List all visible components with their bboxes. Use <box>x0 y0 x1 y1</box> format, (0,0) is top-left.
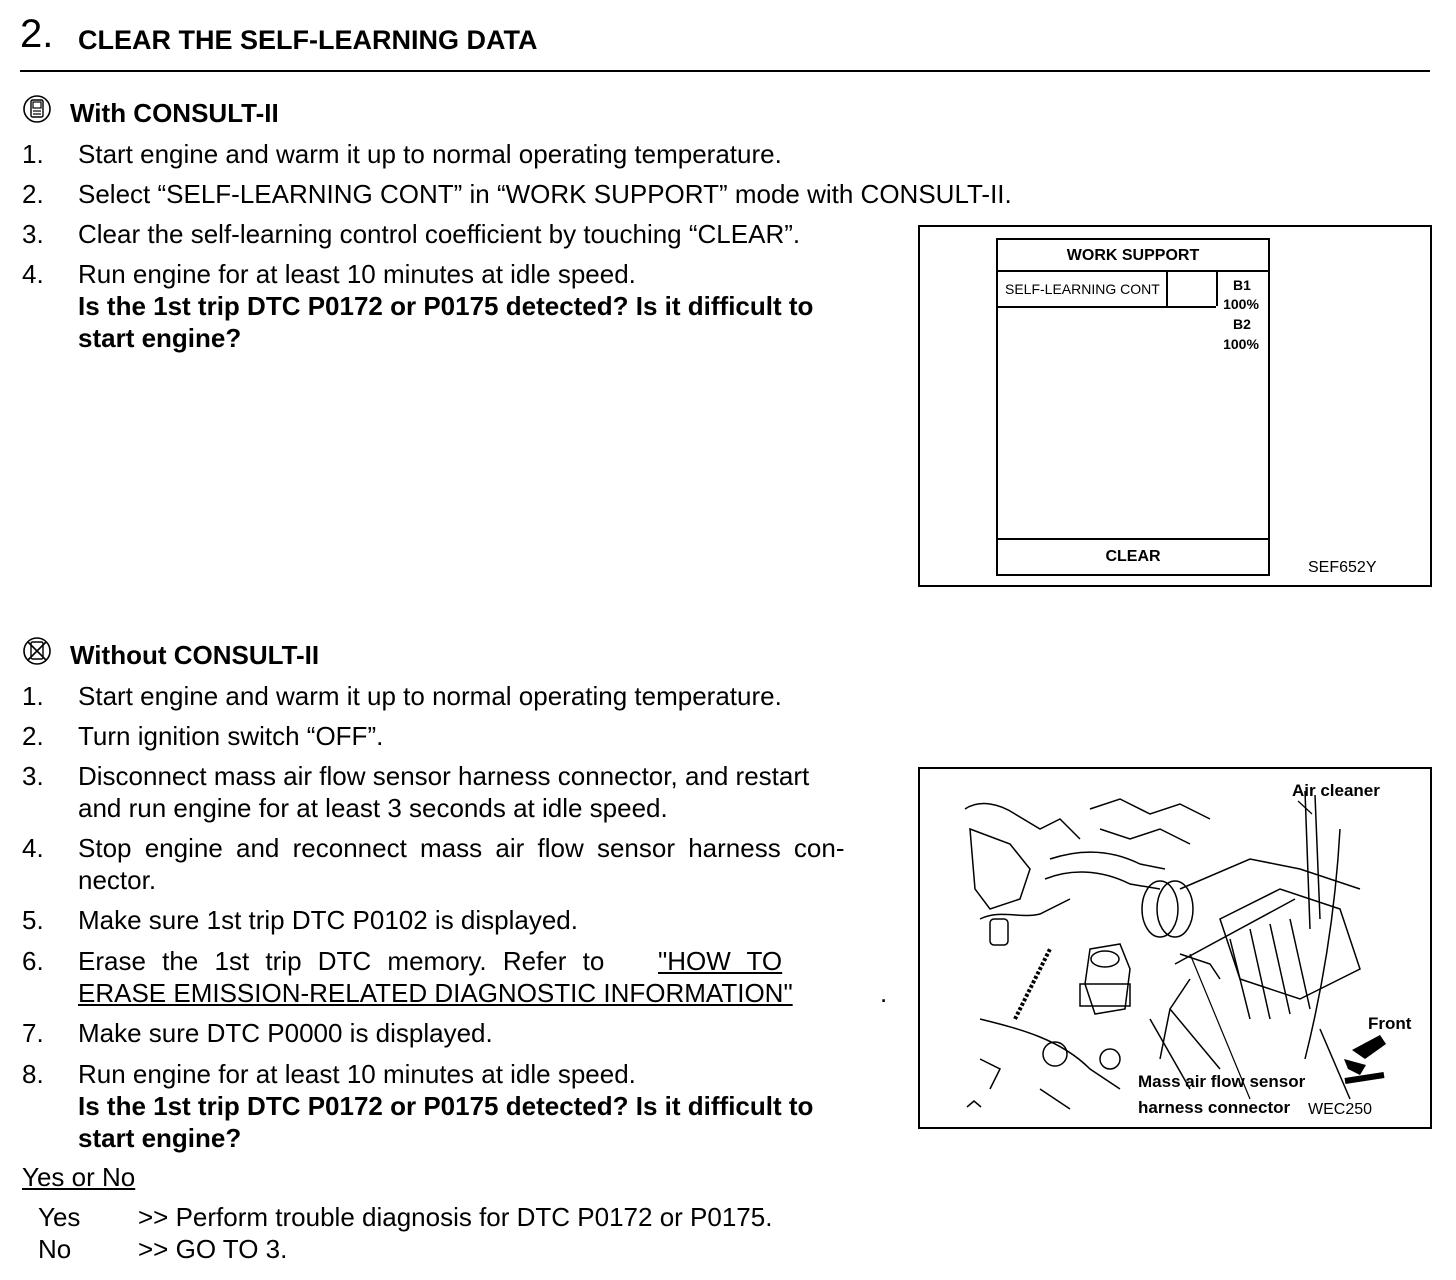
how-to-erase-link[interactable]: "HOW TO <box>658 946 783 976</box>
step-number: 3. <box>22 219 44 249</box>
step-number: 1. <box>22 139 44 169</box>
step-text: Erase the 1st trip DTC memory. Refer to <box>78 946 605 976</box>
step-number: 7. <box>22 1018 44 1048</box>
b1-label: B1 <box>1233 277 1251 293</box>
step-text: Start engine and warm it up to normal operating temperature. <box>78 681 782 711</box>
section-number: 2. <box>20 12 54 56</box>
question-line: start engine? <box>78 1123 242 1153</box>
step-number: 2. <box>22 179 44 209</box>
step-number: 8. <box>22 1059 44 1089</box>
cell-divider <box>1166 272 1168 306</box>
front-label: Front <box>1368 1014 1412 1033</box>
consult-screen <box>996 238 1270 576</box>
yes-label: Yes <box>38 1202 81 1232</box>
with-consult-heading: With CONSULT-II <box>70 98 279 128</box>
work-support-figure <box>918 225 1432 587</box>
b2-label: B2 <box>1233 316 1251 332</box>
question-line: Is the 1st trip DTC P0172 or P0175 detected? Is it difficult to <box>78 1091 814 1121</box>
step-text: Turn ignition switch “OFF”. <box>78 721 384 751</box>
step-number: 1. <box>22 681 44 711</box>
yes-or-no-heading: Yes or No <box>22 1162 136 1192</box>
air-cleaner-label: Air cleaner <box>1292 781 1380 800</box>
no-consult-tool-icon <box>22 636 52 666</box>
list-item <box>22 1017 902 1049</box>
step-number: 4. <box>22 833 44 863</box>
step-number: 4. <box>22 259 44 289</box>
step-text: Disconnect mass air flow sensor harness connector, and restart <box>78 761 810 791</box>
step-number: 5. <box>22 905 44 935</box>
question-line: Is the 1st trip DTC P0172 or P0175 detected? Is it difficult to <box>78 291 814 321</box>
step-text: Stop engine and reconnect mass air flow sensor harness con- <box>78 833 845 863</box>
step-text: Run engine for at least 10 minutes at idle speed. <box>78 259 636 289</box>
step-text: Make sure DTC P0000 is displayed. <box>78 1018 493 1048</box>
yes-action: >> Perform trouble diagnosis for DTC P0172 or P0175. <box>138 1202 773 1232</box>
clear-button[interactable]: CLEAR <box>998 538 1268 574</box>
figure-code: SEF652Y <box>1308 559 1377 576</box>
engine-bay-figure <box>918 767 1432 1129</box>
without-consult-heading: Without CONSULT-II <box>70 640 320 670</box>
list-item <box>22 218 902 250</box>
step-number: 6. <box>22 946 44 976</box>
maf-label-line2: harness connector <box>1138 1098 1291 1117</box>
list-item <box>22 1058 902 1090</box>
step-text: Start engine and warm it up to normal operating temperature. <box>78 139 782 169</box>
step-text-cont: and run engine for at least 3 seconds at idle speed. <box>78 793 668 823</box>
b2-value: 100% <box>1223 336 1259 352</box>
step-text: Clear the self-learning control coefficient by touching “CLEAR”. <box>78 219 801 249</box>
step-text-period: . <box>880 978 888 1008</box>
title-divider <box>20 70 1430 72</box>
list-item <box>22 258 902 290</box>
consult-tool-icon <box>22 94 52 124</box>
no-action: >> GO TO 3. <box>138 1234 288 1264</box>
list-item <box>22 760 902 824</box>
no-label: No <box>38 1234 72 1264</box>
section-title: CLEAR THE SELF-LEARNING DATA <box>78 25 538 55</box>
list-item <box>22 680 902 712</box>
row-label: SELF-LEARNING CONT <box>1005 281 1160 297</box>
list-item <box>22 945 902 1009</box>
maf-label-line1: Mass air flow sensor <box>1138 1072 1306 1091</box>
list-item <box>22 904 902 936</box>
list-item <box>22 720 902 752</box>
list-item <box>22 832 902 896</box>
how-to-erase-link-cont[interactable]: ERASE EMISSION-RELATED DIAGNOSTIC INFORMATION" <box>78 978 793 1008</box>
step-number: 2. <box>22 721 44 751</box>
b1-value: 100% <box>1223 296 1259 312</box>
step-number: 3. <box>22 761 44 791</box>
list-item <box>22 138 902 170</box>
figure-code: WEC250 <box>1308 1101 1373 1118</box>
step-text: Select “SELF-LEARNING CONT” in “WORK SUPPORT” mode with CONSULT-II. <box>78 179 1012 209</box>
step-text: Make sure 1st trip DTC P0102 is displayed. <box>78 905 578 935</box>
step-text: Run engine for at least 10 minutes at idle speed. <box>78 1059 636 1089</box>
question-line: start engine? <box>78 323 242 353</box>
screen-header: WORK SUPPORT <box>998 240 1268 272</box>
list-item <box>22 178 1222 210</box>
step-text-cont: nector. <box>78 865 157 895</box>
